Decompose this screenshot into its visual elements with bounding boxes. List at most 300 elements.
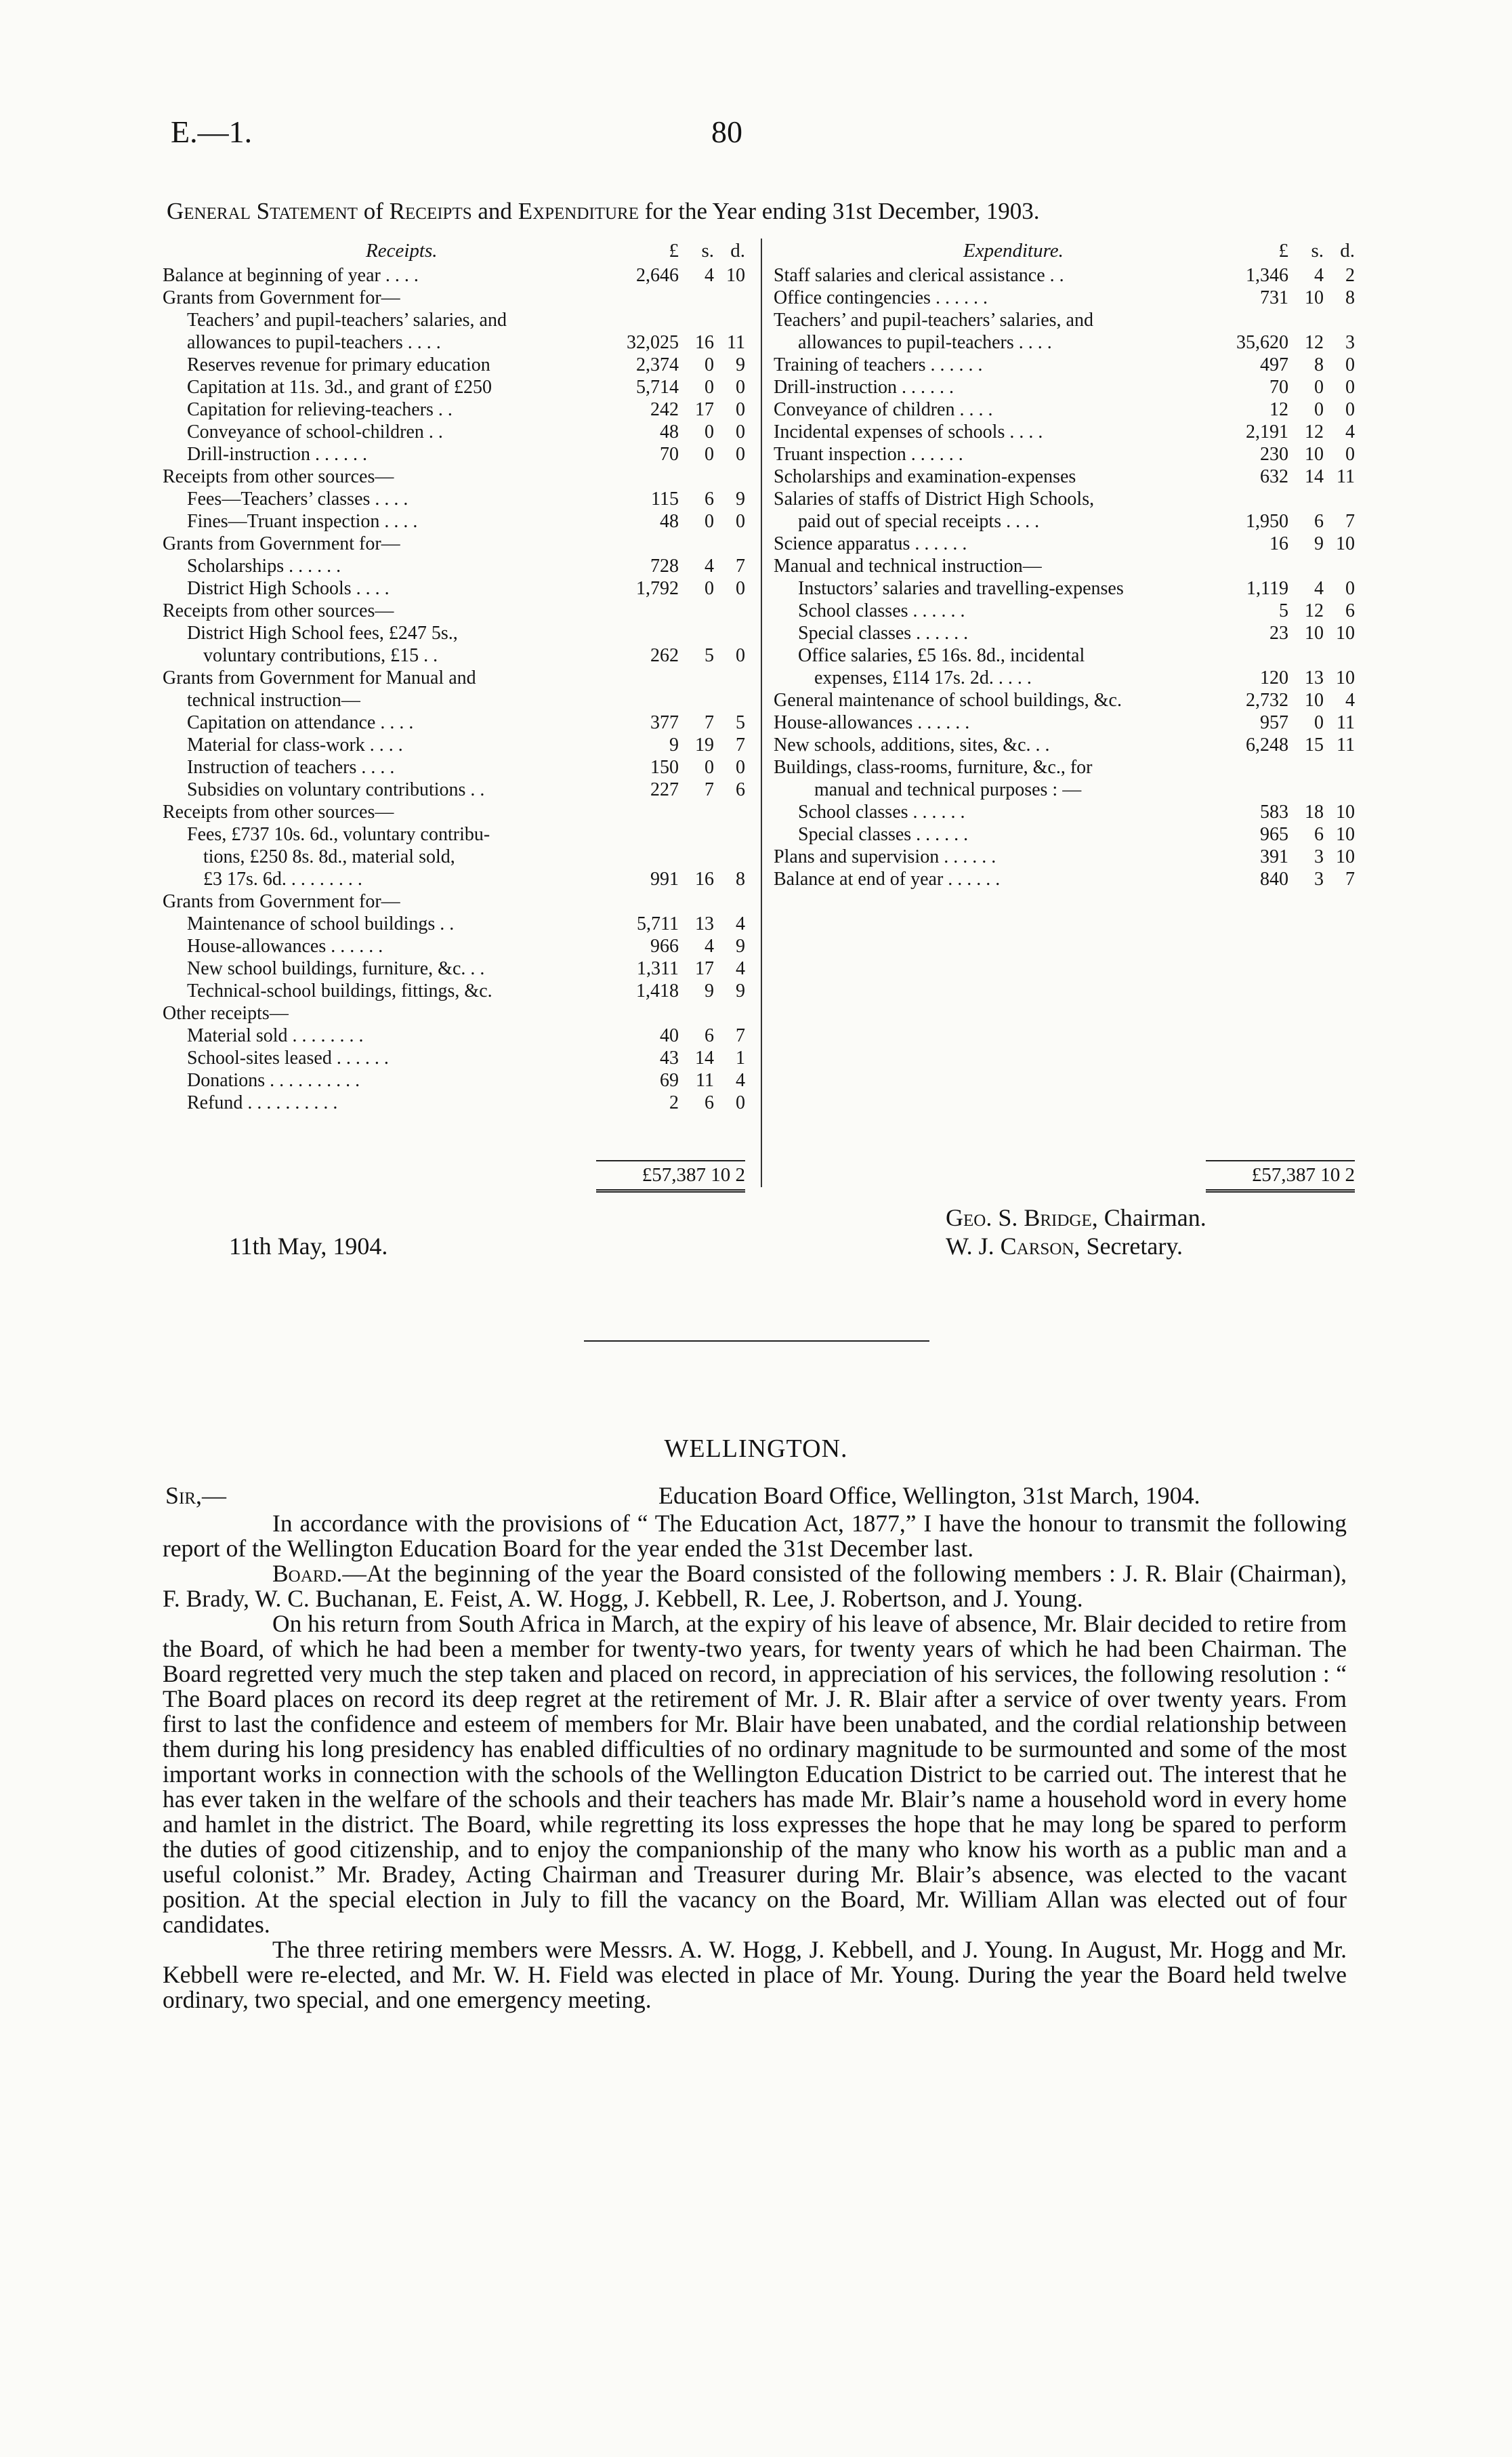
- expenditure-row: [774, 309, 1355, 331]
- expenditure-total-value: £57,387 10 2: [1251, 1164, 1355, 1186]
- receipts-row-label: Receipts from other sources—: [163, 466, 394, 487]
- receipts-row-shillings: 4: [705, 556, 714, 577]
- receipts-row-label: Grants from Government for—: [163, 533, 400, 554]
- expenditure-row-amount: [1206, 510, 1355, 533]
- receipts-row-shillings: 13: [695, 913, 714, 934]
- expenditure-row-amount: [1206, 823, 1355, 846]
- column-divider: [761, 239, 762, 1187]
- shillings-header: s.: [1311, 240, 1324, 262]
- receipts-row-pounds: 32,025: [627, 332, 679, 353]
- receipts-row-amount: [596, 421, 745, 443]
- expenditure-column: [774, 240, 1355, 890]
- expenditure-row: [774, 868, 1355, 890]
- expenditure-row: [774, 533, 1355, 555]
- expenditure-row-label: Drill-instruction . . . . . .: [774, 377, 954, 398]
- paragraph-2: [163, 1561, 1347, 1611]
- expenditure-row: [774, 577, 1355, 600]
- receipts-row-amount: [596, 264, 745, 287]
- expenditure-row-pounds: 391: [1260, 846, 1288, 867]
- expenditure-row-amount: [1206, 846, 1355, 868]
- expenditure-row: [774, 264, 1355, 287]
- report-body: [163, 1511, 1347, 2012]
- shillings-header: s.: [701, 240, 714, 262]
- receipts-row: [163, 689, 745, 711]
- receipts-row-pounds: 991: [650, 869, 679, 890]
- expenditure-row-amount: [1206, 689, 1355, 711]
- title-word-general: General: [167, 198, 251, 224]
- expenditure-total: [1206, 1160, 1355, 1187]
- receipts-row-amount: [596, 1092, 745, 1114]
- receipts-row: [163, 1092, 745, 1114]
- receipts-row: [163, 331, 745, 354]
- receipts-row-amount: [596, 1047, 745, 1069]
- expenditure-row-shillings: 10: [1305, 444, 1324, 465]
- receipts-row-label: Grants from Government for Manual and: [163, 667, 476, 688]
- receipts-row-shillings: 6: [705, 489, 714, 510]
- expenditure-row-pounds: 957: [1260, 712, 1288, 733]
- expenditure-row-shillings: 10: [1305, 287, 1324, 308]
- expenditure-row-pence: 7: [1345, 511, 1355, 532]
- receipts-row-label: Maintenance of school buildings . .: [187, 913, 455, 934]
- receipts-header: [163, 240, 745, 264]
- expenditure-row-shillings: 6: [1314, 824, 1324, 845]
- receipts-row-label: voluntary contributions, £15 . .: [203, 645, 438, 666]
- expenditure-row-amount: [1206, 711, 1355, 734]
- receipts-row-pence: 6: [736, 779, 745, 800]
- receipts-row: [163, 711, 745, 734]
- expenditure-row-label: Office salaries, £5 16s. 8d., incidental: [798, 645, 1085, 666]
- expenditure-row: [774, 376, 1355, 398]
- expenditure-row-pence: 2: [1345, 265, 1355, 286]
- receipts-row: [163, 823, 745, 846]
- receipts-row-pence: 9: [736, 980, 745, 1002]
- secretary-name: W. J. Carson,: [946, 1233, 1080, 1260]
- receipts-row-label: Teachers’ and pupil-teachers’ salaries, and: [187, 310, 507, 331]
- receipts-row-shillings: 0: [705, 444, 714, 465]
- expenditure-row-shillings: 0: [1314, 377, 1324, 398]
- receipts-row-shillings: 16: [695, 332, 714, 353]
- receipts-row-amount: [596, 779, 745, 801]
- receipts-total-value: £57,387 10 2: [642, 1164, 745, 1186]
- receipts-row-pounds: 70: [660, 444, 679, 465]
- receipts-row-label: Scholarships . . . . . .: [187, 556, 341, 577]
- receipts-row: [163, 913, 745, 935]
- receipts-row-label: Subsidies on voluntary contributions . .: [187, 779, 485, 800]
- receipts-row-shillings: 6: [705, 1092, 714, 1113]
- expenditure-row-label: Staff salaries and clerical assistance . .: [774, 265, 1064, 286]
- expenditure-row-label: Plans and supervision . . . . . .: [774, 846, 996, 867]
- expenditure-row-label: Buildings, class-rooms, furniture, &c., for: [774, 757, 1093, 778]
- signoff-date: 11th May, 1904.: [229, 1233, 388, 1260]
- expenditure-row-amount: [1206, 264, 1355, 287]
- expenditure-row-shillings: 3: [1314, 869, 1324, 890]
- expenditure-row-pence: 0: [1345, 377, 1355, 398]
- expenditure-row: [774, 466, 1355, 488]
- receipts-row-label: Capitation for relieving-teachers . .: [187, 399, 453, 420]
- title-word-expenditure: Expenditure: [518, 198, 639, 224]
- expenditure-row-label: Teachers’ and pupil-teachers’ salaries, and: [774, 310, 1093, 331]
- expenditure-row-shillings: 10: [1305, 690, 1324, 711]
- receipts-row-label: Material for class-work . . . .: [187, 735, 403, 756]
- receipts-row-pounds: 69: [660, 1070, 679, 1091]
- expenditure-row: [774, 644, 1355, 667]
- expenditure-row-shillings: 12: [1305, 421, 1324, 442]
- expenditure-row-pence: 11: [1337, 466, 1355, 487]
- receipts-row-shillings: 17: [695, 958, 714, 979]
- expenditure-heading: Expenditure.: [963, 240, 1064, 262]
- expenditure-row-shillings: 10: [1305, 623, 1324, 644]
- receipts-row-pence: 0: [736, 578, 745, 599]
- receipts-row-shillings: 7: [705, 712, 714, 733]
- receipts-row-pence: 9: [736, 354, 745, 375]
- receipts-row-shillings: 6: [705, 1025, 714, 1046]
- receipts-row: [163, 868, 745, 890]
- receipts-row-pounds: 48: [660, 421, 679, 442]
- receipts-row: [163, 622, 745, 644]
- receipts-row-shillings: 5: [705, 645, 714, 666]
- receipts-row: [163, 398, 745, 421]
- expenditure-row-pence: 10: [1336, 846, 1355, 867]
- receipts-row-label: School-sites leased . . . . . .: [187, 1048, 389, 1069]
- receipts-row-amount: [596, 957, 745, 980]
- receipts-row-pounds: 227: [650, 779, 679, 800]
- receipts-row: [163, 354, 745, 376]
- receipts-row-pounds: 1,311: [637, 958, 679, 979]
- receipts-row-amount: [596, 935, 745, 957]
- expenditure-row-pence: 0: [1345, 354, 1355, 375]
- expenditure-row-pounds: 230: [1260, 444, 1288, 465]
- expenditure-row-shillings: 6: [1314, 511, 1324, 532]
- receipts-row-amount: [596, 488, 745, 510]
- receipts-row-label: Grants from Government for—: [163, 891, 400, 912]
- receipts-row: [163, 309, 745, 331]
- signature-chairman: [946, 1203, 1206, 1232]
- expenditure-row-amount: [1206, 287, 1355, 309]
- receipts-row-label: Refund . . . . . . . . . .: [187, 1092, 338, 1113]
- receipts-row-pence: 0: [736, 645, 745, 666]
- receipts-row-pounds: 48: [660, 511, 679, 532]
- expenditure-row-label: School classes . . . . . .: [798, 802, 965, 823]
- expenditure-row-pounds: 5: [1279, 600, 1288, 621]
- receipts-row-amount: [596, 1069, 745, 1092]
- receipts-row-pounds: 242: [650, 399, 679, 420]
- expenditure-row-label: House-allowances . . . . . .: [774, 712, 970, 733]
- expenditure-row-label: Manual and technical instruction—: [774, 556, 1042, 577]
- receipts-row-amount: [596, 868, 745, 890]
- expenditure-row-pence: 10: [1336, 824, 1355, 845]
- receipts-row-label: technical instruction—: [187, 690, 360, 711]
- receipts-row-pounds: 1,792: [636, 578, 679, 599]
- expenditure-row-shillings: 8: [1314, 354, 1324, 375]
- expenditure-row-pounds: 6,248: [1246, 735, 1288, 756]
- receipts-row-label: Technical-school buildings, fittings, &c.: [187, 980, 492, 1002]
- expenditure-row-amount: [1206, 600, 1355, 622]
- expenditure-row-pence: 0: [1345, 578, 1355, 599]
- expenditure-row-pounds: 23: [1269, 623, 1288, 644]
- expenditure-row: [774, 421, 1355, 443]
- receipts-row-shillings: 4: [705, 265, 714, 286]
- expenditure-row-pounds: 583: [1260, 802, 1288, 823]
- receipts-row-amount: [596, 734, 745, 756]
- receipts-row: [163, 846, 745, 868]
- receipts-row-pounds: 2: [669, 1092, 679, 1113]
- receipts-row-shillings: 0: [705, 578, 714, 599]
- expenditure-row-shillings: 0: [1314, 399, 1324, 420]
- expenditure-row-label: expenses, £114 17s. 2d. . . . .: [814, 667, 1032, 688]
- statement-title: [167, 198, 1379, 225]
- receipts-row-amount: [596, 711, 745, 734]
- page-number: 80: [711, 115, 742, 149]
- receipts-row-amount: [596, 577, 745, 600]
- receipts-row-pounds: 115: [651, 489, 679, 510]
- receipts-row-amount: [596, 756, 745, 779]
- receipts-row-pence: 4: [736, 1070, 745, 1091]
- expenditure-row-shillings: 3: [1314, 846, 1324, 867]
- receipts-row-label: Material sold . . . . . . . .: [187, 1025, 364, 1046]
- expenditure-row-label: New schools, additions, sites, &c. . .: [774, 735, 1050, 756]
- receipts-row-label: Other receipts—: [163, 1003, 289, 1024]
- receipts-row-label: £3 17s. 6d. . . . . . . . .: [203, 869, 362, 890]
- expenditure-row-pounds: 16: [1269, 533, 1288, 554]
- expenditure-row: [774, 801, 1355, 823]
- receipts-row-shillings: 0: [705, 421, 714, 442]
- expenditure-row-amount: [1206, 354, 1355, 376]
- expenditure-row-pounds: 840: [1260, 869, 1288, 890]
- expenditure-row-pounds: 2,732: [1246, 690, 1288, 711]
- receipts-row-pence: 7: [736, 1025, 745, 1046]
- receipts-row: [163, 577, 745, 600]
- expenditure-row-label: Science apparatus . . . . . .: [774, 533, 967, 554]
- receipts-row-pounds: 9: [669, 735, 679, 756]
- expenditure-row-label: General maintenance of school buildings, &c.: [774, 690, 1122, 711]
- receipts-row: [163, 980, 745, 1002]
- receipts-row-label: tions, £250 8s. 8d., material sold,: [203, 846, 455, 867]
- expenditure-row-shillings: 9: [1314, 533, 1324, 554]
- expenditure-row-amount: [1206, 577, 1355, 600]
- receipts-row-shillings: 0: [705, 377, 714, 398]
- expenditure-row-pence: 10: [1336, 623, 1355, 644]
- receipts-row-pounds: 150: [650, 757, 679, 778]
- expenditure-row-shillings: 0: [1314, 712, 1324, 733]
- receipts-row-pence: 0: [736, 511, 745, 532]
- title-word-of: of: [363, 198, 383, 224]
- receipts-row-label: Receipts from other sources—: [163, 600, 394, 621]
- expenditure-row-label: Incidental expenses of schools . . . .: [774, 421, 1043, 442]
- expenditure-row-pence: 4: [1345, 421, 1355, 442]
- receipts-row: [163, 466, 745, 488]
- expenditure-row: [774, 779, 1355, 801]
- expenditure-row-pence: 10: [1336, 802, 1355, 823]
- expenditure-row-amount: [1206, 466, 1355, 488]
- receipts-row-shillings: 7: [705, 779, 714, 800]
- expenditure-row-amount: [1206, 667, 1355, 689]
- receipts-row: [163, 1069, 745, 1092]
- receipts-row-label: Donations . . . . . . . . . .: [187, 1070, 360, 1091]
- report-dateline: Education Board Office, Wellington, 31st March, 1904.: [658, 1482, 1200, 1509]
- receipts-row-pence: 0: [736, 757, 745, 778]
- paragraph-1: In accordance with the provisions of “ The Education Act, 1877,” I have the honour to transmit the following report of the Wellington Education Board for the year ended the 31st December last.: [163, 1510, 1347, 1562]
- receipts-row: [163, 756, 745, 779]
- receipts-row-pence: 8: [736, 869, 745, 890]
- expenditure-row-label: Salaries of staffs of District High Schools,: [774, 489, 1095, 510]
- receipts-row-pence: 9: [736, 489, 745, 510]
- expenditure-row-label: Office contingencies . . . . . .: [774, 287, 988, 308]
- receipts-row: [163, 1002, 745, 1025]
- expenditure-row-pounds: 497: [1260, 354, 1288, 375]
- receipts-row-amount: [596, 398, 745, 421]
- expenditure-row-amount: [1206, 421, 1355, 443]
- expenditure-row-label: Truant inspection . . . . . .: [774, 444, 963, 465]
- expenditure-row-amount: [1206, 622, 1355, 644]
- receipts-row-amount: [596, 331, 745, 354]
- expenditure-row-pence: 11: [1337, 735, 1355, 756]
- receipts-row-label: Conveyance of school-children . .: [187, 421, 443, 442]
- expenditure-row-pounds: 70: [1269, 377, 1288, 398]
- expenditure-header: [774, 240, 1355, 264]
- receipts-row: [163, 957, 745, 980]
- expenditure-row-label: Special classes . . . . . .: [798, 824, 969, 845]
- pounds-header: £: [1278, 240, 1288, 262]
- receipts-row-amount: [596, 644, 745, 667]
- receipts-row-shillings: 19: [695, 735, 714, 756]
- expenditure-row: [774, 354, 1355, 376]
- receipts-row-label: Drill-instruction . . . . . .: [187, 444, 367, 465]
- expenditure-row: [774, 734, 1355, 756]
- receipts-row-shillings: 0: [705, 354, 714, 375]
- receipts-row: [163, 734, 745, 756]
- expenditure-row: [774, 510, 1355, 533]
- expenditure-row-shillings: 12: [1305, 332, 1324, 353]
- expenditure-row-amount: [1206, 533, 1355, 555]
- salutation: Sir,—: [165, 1482, 227, 1509]
- expenditure-row-shillings: 14: [1305, 466, 1324, 487]
- receipts-row-amount: [596, 913, 745, 935]
- title-word-and: and: [478, 198, 512, 224]
- expenditure-row-amount: [1206, 443, 1355, 466]
- expenditure-row-label: Conveyance of children . . . .: [774, 399, 993, 420]
- receipts-row-label: New school buildings, furniture, &c. . .: [187, 958, 485, 979]
- receipts-row-pence: 1: [736, 1048, 745, 1069]
- receipts-row: [163, 264, 745, 287]
- receipts-row-pence: 11: [727, 332, 745, 353]
- receipts-row-label: Balance at beginning of year . . . .: [163, 265, 419, 286]
- pence-header: d.: [1340, 240, 1355, 262]
- expenditure-row-amount: [1206, 376, 1355, 398]
- receipts-row: [163, 533, 745, 555]
- expenditure-row-pence: 8: [1345, 287, 1355, 308]
- receipts-row-pence: 0: [736, 444, 745, 465]
- expenditure-row-shillings: 15: [1305, 735, 1324, 756]
- receipts-row-pounds: 2,646: [636, 265, 679, 286]
- receipts-row-pounds: 5,711: [637, 913, 679, 934]
- expenditure-row-amount: [1206, 331, 1355, 354]
- paragraph-4: The three retiring members were Messrs. A. W. Hogg, J. Kebbell, and J. Young. In August, Mr. Hogg and Mr. Kebbell were re-elected, and Mr. W. H. Field was elected in place of Mr. Young. During the year the Board held twelve ordinary, two special, and one emergency meeting.: [163, 1936, 1347, 2013]
- receipts-row: [163, 890, 745, 913]
- receipts-row: [163, 1047, 745, 1069]
- expenditure-row: [774, 600, 1355, 622]
- receipts-row-pounds: 43: [660, 1048, 679, 1069]
- receipts-row: [163, 600, 745, 622]
- receipts-currency-header: [596, 240, 745, 262]
- receipts-row-pence: 10: [726, 265, 745, 286]
- expenditure-row-amount: [1206, 801, 1355, 823]
- chairman-name: Geo. S. Bridge,: [946, 1204, 1098, 1231]
- expenditure-row: [774, 555, 1355, 577]
- receipts-row-amount: [596, 555, 745, 577]
- receipts-row: [163, 287, 745, 309]
- expenditure-row: [774, 689, 1355, 711]
- receipts-row-shillings: 14: [695, 1048, 714, 1069]
- paragraph-2-lead: Board.: [272, 1560, 343, 1587]
- expenditure-row-pence: 0: [1345, 399, 1355, 420]
- expenditure-row-pounds: 731: [1260, 287, 1288, 308]
- expenditure-row-shillings: 4: [1314, 265, 1324, 286]
- receipts-row-label: Fees, £737 10s. 6d., voluntary contribu-: [187, 824, 490, 845]
- expenditure-row-pounds: 2,191: [1246, 421, 1288, 442]
- receipts-row-pounds: 728: [650, 556, 679, 577]
- title-rest: for the Year ending 31st December, 1903.: [644, 198, 1040, 224]
- expenditure-row: [774, 398, 1355, 421]
- receipts-row-pence: 4: [736, 958, 745, 979]
- expenditure-row: [774, 667, 1355, 689]
- expenditure-row-label: Balance at end of year . . . . . .: [774, 869, 1001, 890]
- receipts-row-pence: 5: [736, 712, 745, 733]
- receipts-row-shillings: 16: [695, 869, 714, 890]
- receipts-row-amount: [596, 980, 745, 1002]
- expenditure-row-label: Instuctors’ salaries and travelling-expenses: [798, 578, 1124, 599]
- receipts-row-label: Reserves revenue for primary education: [187, 354, 490, 375]
- expenditure-row-pence: 10: [1336, 667, 1355, 688]
- expenditure-row: [774, 823, 1355, 846]
- section-separator: [584, 1340, 929, 1342]
- expenditure-row-pounds: 1,950: [1246, 511, 1288, 532]
- receipts-row-pounds: 5,714: [636, 377, 679, 398]
- expenditure-row-label: Special classes . . . . . .: [798, 623, 969, 644]
- expenditure-row-pence: 4: [1345, 690, 1355, 711]
- expenditure-row-pence: 7: [1345, 869, 1355, 890]
- receipts-row: [163, 801, 745, 823]
- signature-secretary: [946, 1232, 1183, 1260]
- expenditure-row-pounds: 35,620: [1236, 332, 1288, 353]
- receipts-row-pence: 0: [736, 377, 745, 398]
- receipts-row-label: Capitation on attendance . . . .: [187, 712, 414, 733]
- expenditure-row-amount: [1206, 868, 1355, 890]
- expenditure-row-pounds: 1,346: [1246, 265, 1288, 286]
- expenditure-row-amount: [1206, 398, 1355, 421]
- receipts-row-pence: 0: [736, 399, 745, 420]
- expenditure-currency-header: [1206, 240, 1355, 262]
- paragraph-3: On his return from South Africa in March, at the expiry of his leave of absence, Mr. Blair decided to retire from the Board, of which he had been a member for twenty-two years, for twenty years of which he had been Chairman. The Board regretted very much the step taken and placed on record, in appreciation of his services, the following resolution : “ The Board places on record its deep regret at the retirement of Mr. J. R. Blair after a service of over twenty years. From first to last the confidence and esteem of members for Mr. Blair have been unabated, and the cordial relationship between them during his long presidency has enabled difficulties of no ordinary magnitude to be surmounted and some of the most important works in connection with the schools of the Wellington Education District to be carried out. The interest that he has ever taken in the welfare of the schools and their teachers has made Mr. Blair’s name a household word in every home and hamlet in the district. The Board, while regretting its loss expresses the hope that he may long be spared to perform the duties of good citizenship, and to enjoy the companionship of the many who know his worth as a public man and a useful colonist.” Mr. Bradey, Acting Chairman and Treasurer during Mr. Blair’s absence, was elected to the vacant position. At the special election in July to fill the vacancy on the Board, Mr. William Allan was elected out of four candidates.: [163, 1610, 1347, 1938]
- receipts-row-label: Capitation at 11s. 3d., and grant of £250: [187, 377, 492, 398]
- receipts-row-label: District High Schools . . . .: [187, 578, 390, 599]
- paragraph-2-text: —At the beginning of the year the Board consisted of the following members : J. R. Blair (Chairman), F. Brady, W. C. Buchanan, E. Feist, A. W. Hogg, J. Kebbell, R. Lee, J. Robertson, and J. Young.: [163, 1560, 1347, 1612]
- receipts-row-shillings: 9: [705, 980, 714, 1002]
- chairman-title: Chairman.: [1104, 1204, 1206, 1231]
- expenditure-row-label: School classes . . . . . .: [798, 600, 965, 621]
- receipts-row: [163, 555, 745, 577]
- expenditure-row-shillings: 12: [1305, 600, 1324, 621]
- receipts-row: [163, 510, 745, 533]
- title-word-receipts: Receipts: [389, 198, 472, 224]
- expenditure-row: [774, 488, 1355, 510]
- expenditure-row-pence: 11: [1337, 712, 1355, 733]
- receipts-row-label: Fines—Truant inspection . . . .: [187, 511, 418, 532]
- expenditure-row-label: allowances to pupil-teachers . . . .: [798, 332, 1052, 353]
- expenditure-row: [774, 443, 1355, 466]
- expenditure-row: [774, 756, 1355, 779]
- expenditure-row-pence: 0: [1345, 444, 1355, 465]
- receipts-row-amount: [596, 354, 745, 376]
